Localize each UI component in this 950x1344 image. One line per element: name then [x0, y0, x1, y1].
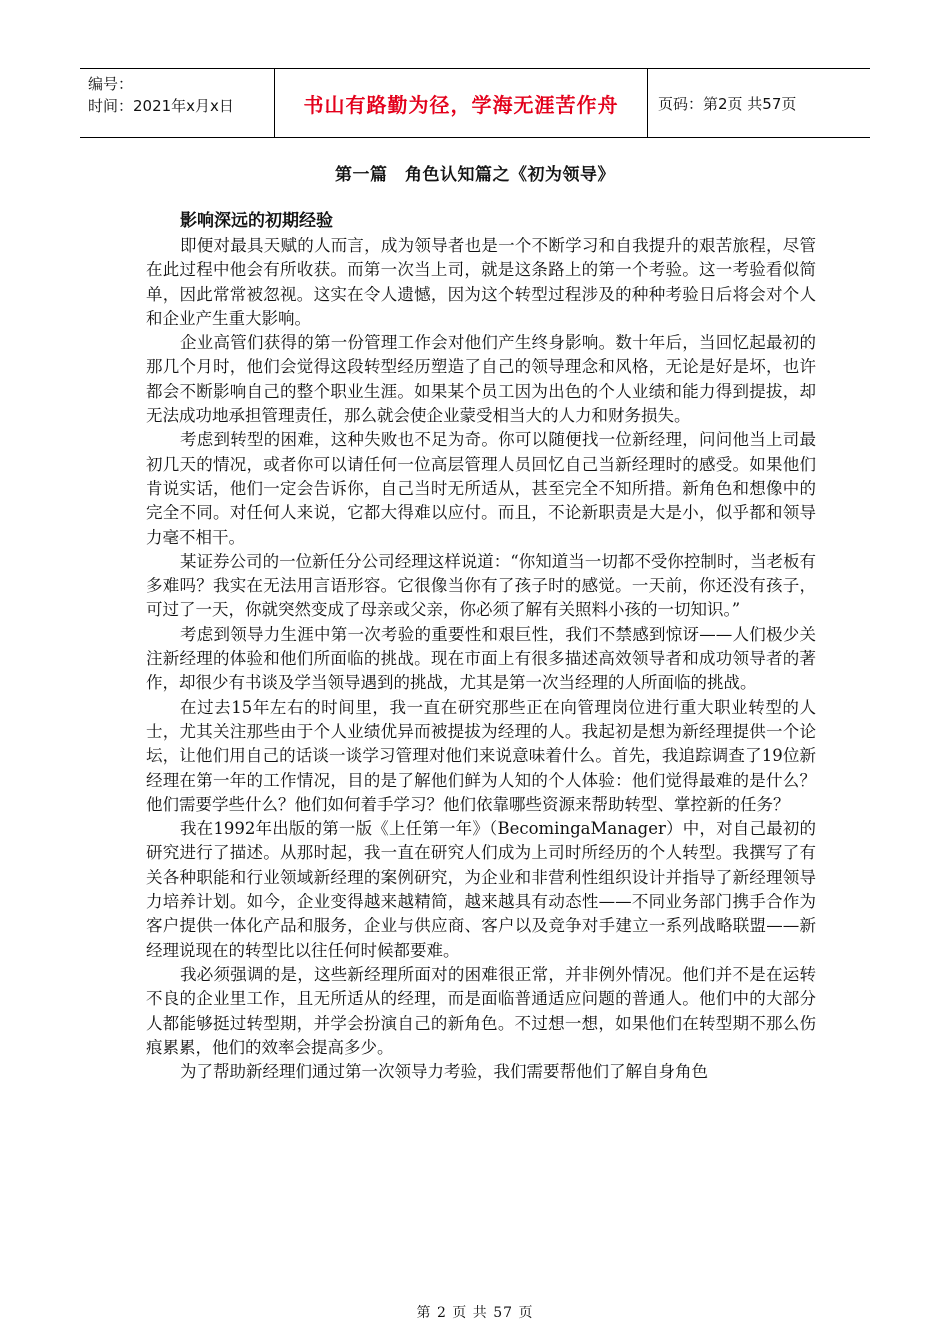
- paragraph: 在过去15年左右的时间里，我一直在研究那些正在向管理岗位进行重大职业转型的人士，尤其关注那些由于个人业绩优异而被提拔为经理的人。我起初是想为新经理提供一个论坛，让他们用自己的话谈一谈学习管理对他们来说意味着什么。首先，我追踪调查了19位新经理在第一年的工作情况，目的是了解他们鲜为人知的个人体验：他们觉得最难的是什么？他们需要学些什么？他们如何着手学习？他们依靠哪些资源来帮助转型、掌控新的任务？: [146, 697, 816, 814]
- paragraph: 为了帮助新经理们通过第一次领导力考验，我们需要帮他们了解自身角色: [180, 1062, 708, 1082]
- page-header: [80, 68, 870, 138]
- document-date-label: 时间：2021年x月x日: [88, 97, 234, 115]
- header-page-number: 页码：第2页 共57页: [658, 94, 797, 113]
- header-motto: 书山有路勤为径，学海无涯苦作舟: [274, 69, 648, 137]
- document-body: [146, 208, 816, 1084]
- paragraph: 即便对最具天赋的人而言，成为领导者也是一个不断学习和自我提升的艰苦旅程，尽管在此过程中他会有所收获。而第一次当上司，就是这条路上的第一个考验。这一考验看似简单，因此常常被忽视。这实在令人遗憾，因为这个转型过程涉及的种种考验日后将会对个人和企业产生重大影响。: [146, 236, 816, 328]
- paragraph: 某证券公司的一位新任分公司经理这样说道：“你知道当一切都不受你控制时，当老板有多难吗？我实在无法用言语形容。它很像当你有了孩子时的感觉。一天前，你还没有孩子，可过了一天，你就突然变成了母亲或父亲，你必须了解有关照料小孩的一切知识。”: [146, 551, 816, 620]
- chapter-title: 第一篇 角色认知篇之《初为领导》: [335, 165, 615, 185]
- page-footer: 第 2 页 共 57 页: [416, 1305, 534, 1321]
- paragraph: 考虑到转型的困难，这种失败也不足为奇。你可以随便找一位新经理，问问他当上司最初几天的情况，或者你可以请任何一位高层管理人员回忆自己当新经理时的感受。如果他们肯说实话，他们一定会告诉你，自己当时无所适从，甚至完全不知所措。新角色和想像中的完全不同。对任何人来说，它都大得难以应付。而且，不论新职责是大是小，似乎都和领导力毫不相干。: [146, 430, 816, 547]
- document-number-label: 编号：: [88, 75, 134, 93]
- paragraph: 企业高管们获得的第一份管理工作会对他们产生终身影响。数十年后，当回忆起最初的那几个月时，他们会觉得这段转型经历塑造了自己的领导理念和风格，无论是好是坏，也许都会不断影响自己的整个职业生涯。如果某个员工因为出色的个人业绩和能力得到提拔，却无法成功地承担管理责任，那么就会使企业蒙受相当大的人力和财务损失。: [146, 333, 816, 426]
- paragraph: 考虑到领导力生涯中第一次考验的重要性和艰巨性，我们不禁感到惊讶——人们极少关注新经理的体验和他们所面临的挑战。现在市面上有很多描述高效领导者和成功领导者的著作，却很少有书谈及学当领导遇到的挑战，尤其是第一次当经理的人所面临的挑战。: [146, 624, 816, 693]
- paragraph: 我必须强调的是，这些新经理所面对的困难很正常，并非例外情况。他们并不是在运转不良的企业里工作，且无所适从的经理，而是面临普通适应问题的普通人。他们中的大部分人都能够挺过转型期，并学会扮演自己的新角色。不过想一想，如果他们在转型期不那么伤痕累累，他们的效率会提高多少。: [146, 964, 816, 1057]
- paragraph: 我在1992年出版的第一版《上任第一年》（BecomingaManager）中，对自己最初的研究进行了描述。从那时起，我一直在研究人们成为上司时所经历的个人转型。我撰写了有关各种职能和行业领域新经理的案例研究，为企业和非营利性组织设计并指导了新经理领导力培养计划。如今，企业变得越来越精简，越来越具有动态性——不同业务部门携手合作为客户提供一体化产品和服务，企业与供应商、客户以及竞争对手建立一系列战略联盟——新经理说现在的转型比以往任何时候都要难。: [146, 819, 816, 960]
- header-meta: [80, 69, 274, 137]
- section-heading: 影响深远的初期经验: [180, 211, 333, 231]
